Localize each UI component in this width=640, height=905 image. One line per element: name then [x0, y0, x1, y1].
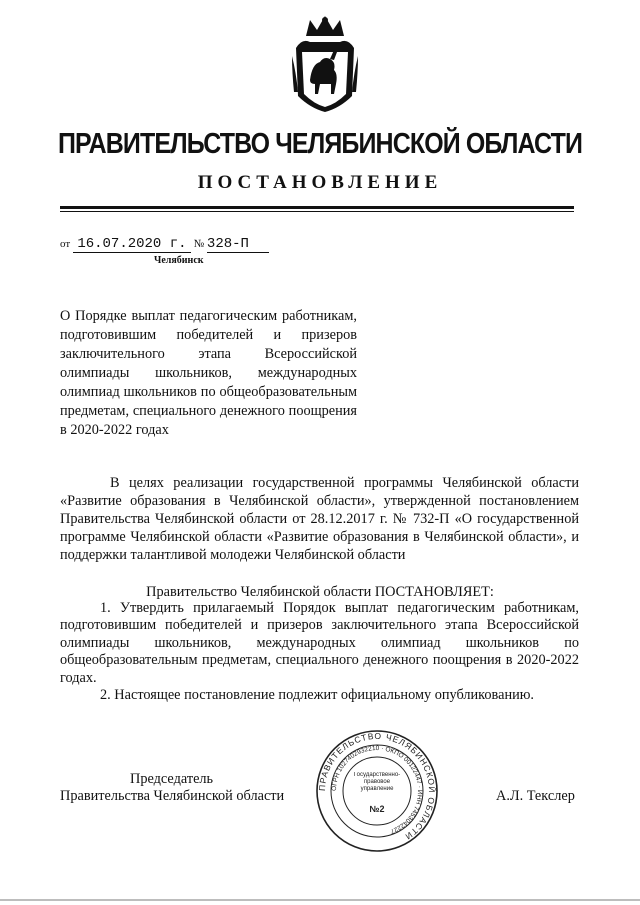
number-prefix: №	[193, 238, 205, 250]
seal-inner-text: Государственно-правовое управление	[353, 772, 401, 792]
signatory-title-line1: Председатель	[130, 771, 214, 787]
seal-outer-text: ПРАВИТЕЛЬСТВО ЧЕЛЯБИНСКОЙ ОБЛАСТИ	[316, 730, 438, 843]
resolution-item-2: 2. Настоящее постановление подлежит официальному опубликованию.	[100, 687, 535, 703]
city: Челябинск	[154, 255, 204, 266]
preamble: В целях реализации государственной программы Челябинской области «Развитие образования в Челябинской области», утвержденной постановлением Правительства Челябинской области от 28.12.2017 г. № 732-П «О государственной программе Челябинской области «Развитие образования в Челябинской области», и поддержки талантливой молодежи Челябинской области	[60, 475, 579, 563]
signatory-title-line2: Правительства Челябинской области	[60, 788, 285, 804]
resolves-line: Правительство Челябинской области ПОСТАНОВЛЯЕТ:	[146, 584, 494, 600]
seal-number: №2	[369, 804, 385, 814]
seal-codes: ОГРН 1027402932210 · ОКПО 00122447 · ИНН 7453042227	[330, 744, 424, 835]
document-number: 328-П	[207, 236, 269, 253]
document-date: 16.07.2020 г.	[73, 236, 191, 253]
registration-line	[60, 236, 269, 253]
header-rule-thick	[60, 206, 574, 209]
coat-of-arms-icon	[290, 12, 360, 116]
government-name: ПРАВИТЕЛЬСТВО ЧЕЛЯБИНСКОЙ ОБЛАСТИ	[57, 128, 583, 160]
official-seal	[312, 726, 442, 856]
resolution-item-1: 1. Утвердить прилагаемый Порядок выплат педагогическим работникам, подготовившим победителей и призеров заключительного этапа Всероссийской олимпиады школьников, международных олимпиад школьников по общеобразовательным предметам, специального денежного поощрения в 2020-2022 годах.	[60, 600, 579, 686]
document-type: ПОСТАНОВЛЕНИЕ	[197, 172, 443, 193]
date-prefix: от	[60, 238, 71, 250]
header-rule-thin	[60, 211, 574, 212]
page-bottom-edge	[0, 899, 640, 901]
signatory-name: А.Л. Текслер	[496, 788, 575, 804]
document-subject: О Порядке выплат педагогическим работникам, подготовившим победителей и призеров заключительного этапа Всероссийской олимпиады школьников, международных олимпиад школьников по общеобразовательным предметам, специального денежного поощрения в 2020-2022 годах	[60, 308, 357, 438]
